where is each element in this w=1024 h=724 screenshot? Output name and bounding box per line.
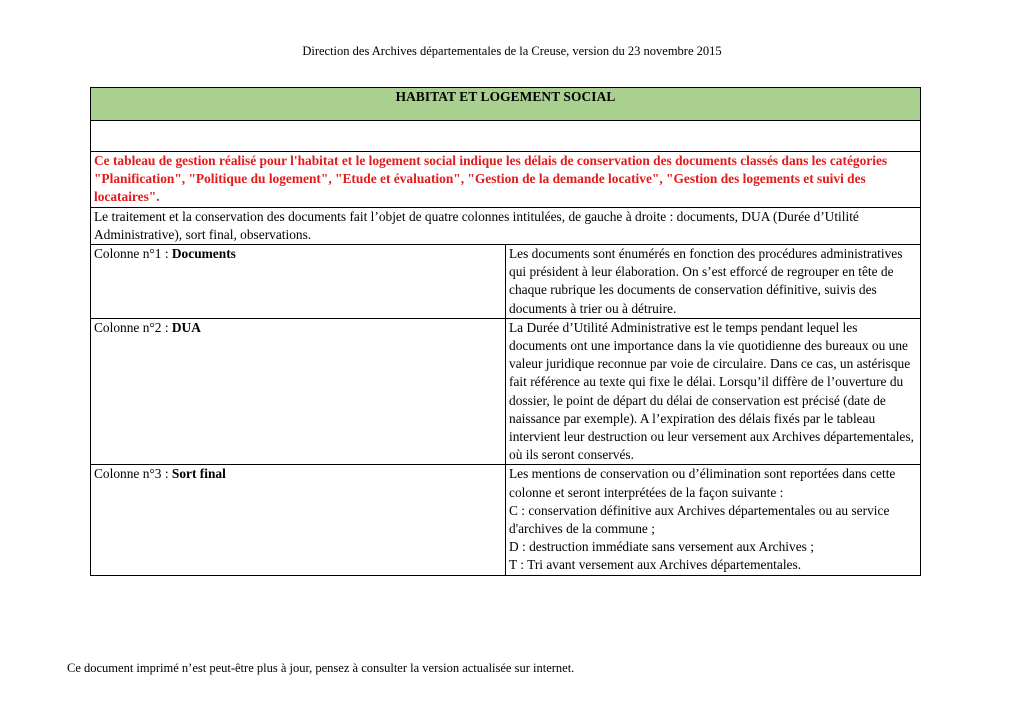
column-label — [91, 318, 506, 465]
column-label — [91, 465, 506, 575]
column-label-prefix: Colonne n°1 : — [94, 246, 172, 262]
red-note: Ce tableau de gestion réalisé pour l'habitat et le logement social indique les délais de conservation des documents classés dans les catégories "Planification", "Politique du logement", "Etude et évaluation", "Gestion de la demande locative", "Gestion des logements et suivi des locataires". — [91, 152, 921, 208]
title-row — [91, 88, 921, 121]
empty-row — [91, 121, 921, 152]
description-line: C : conservation définitive aux Archives départementales ou au service d'archives de la commune ; — [509, 502, 890, 537]
column-description: Les documents sont énumérés en fonction des procédures administratives qui président à leur élaboration. On s’est efforcé de regrouper en tête de chaque rubrique les documents de conservation définitive, suivis des documents à trier ou à détruire. — [506, 245, 921, 319]
column-label-keyword: Documents — [171, 246, 236, 262]
column-label — [91, 245, 506, 319]
column-label-prefix: Colonne n°2 : — [94, 319, 172, 335]
description-line: D : destruction immédiate sans versement aux Archives ; — [509, 539, 814, 555]
description-line: Les mentions de conservation ou d’élimination sont reportées dans cette colonne et seront interprétées de la façon suivante : — [509, 466, 896, 500]
management-table — [90, 87, 921, 576]
document-header: Direction des Archives départementales de la Creuse, version du 23 novembre 2015 — [302, 44, 722, 58]
column-label-keyword: Sort final — [171, 466, 226, 482]
column-description — [506, 465, 921, 575]
column-label-prefix: Colonne n°3 : — [94, 466, 172, 482]
table-row — [91, 318, 921, 465]
description-line: T : Tri avant versement aux Archives départementales. — [509, 557, 802, 573]
column-label-keyword: DUA — [171, 319, 201, 335]
table-title: HABITAT ET LOGEMENT SOCIAL — [91, 88, 921, 121]
intro-row — [91, 207, 921, 244]
table-row — [91, 465, 921, 575]
empty-cell — [91, 121, 921, 152]
intro-text: Le traitement et la conservation des documents fait l’objet de quatre colonnes intitulées, de gauche à droite : documents, DUA (Durée d’Utilité Administrative), sort final, observations. — [91, 207, 921, 244]
document-footer: Ce document imprimé n’est peut-être plus à jour, pensez à consulter la version actualisée sur internet. — [67, 661, 575, 675]
table-row — [91, 245, 921, 319]
red-note-row — [91, 152, 921, 208]
column-description: La Durée d’Utilité Administrative est le temps pendant lequel les documents ont une importance dans la vie quotidienne des bureaux ou une valeur juridique reconnue par voie de circulaire. Dans ce cas, un astérisque fait référence au texte qui fixe le délai. Lorsqu’il diffère de l’ouverture du dossier, le point de départ du délai de conservation est précisé (date de naissance par exemple). A l’expiration des délais fixés par le tableau intervient leur destruction ou leur versement aux Archives départementales, où ils seront conservés. — [506, 318, 921, 465]
